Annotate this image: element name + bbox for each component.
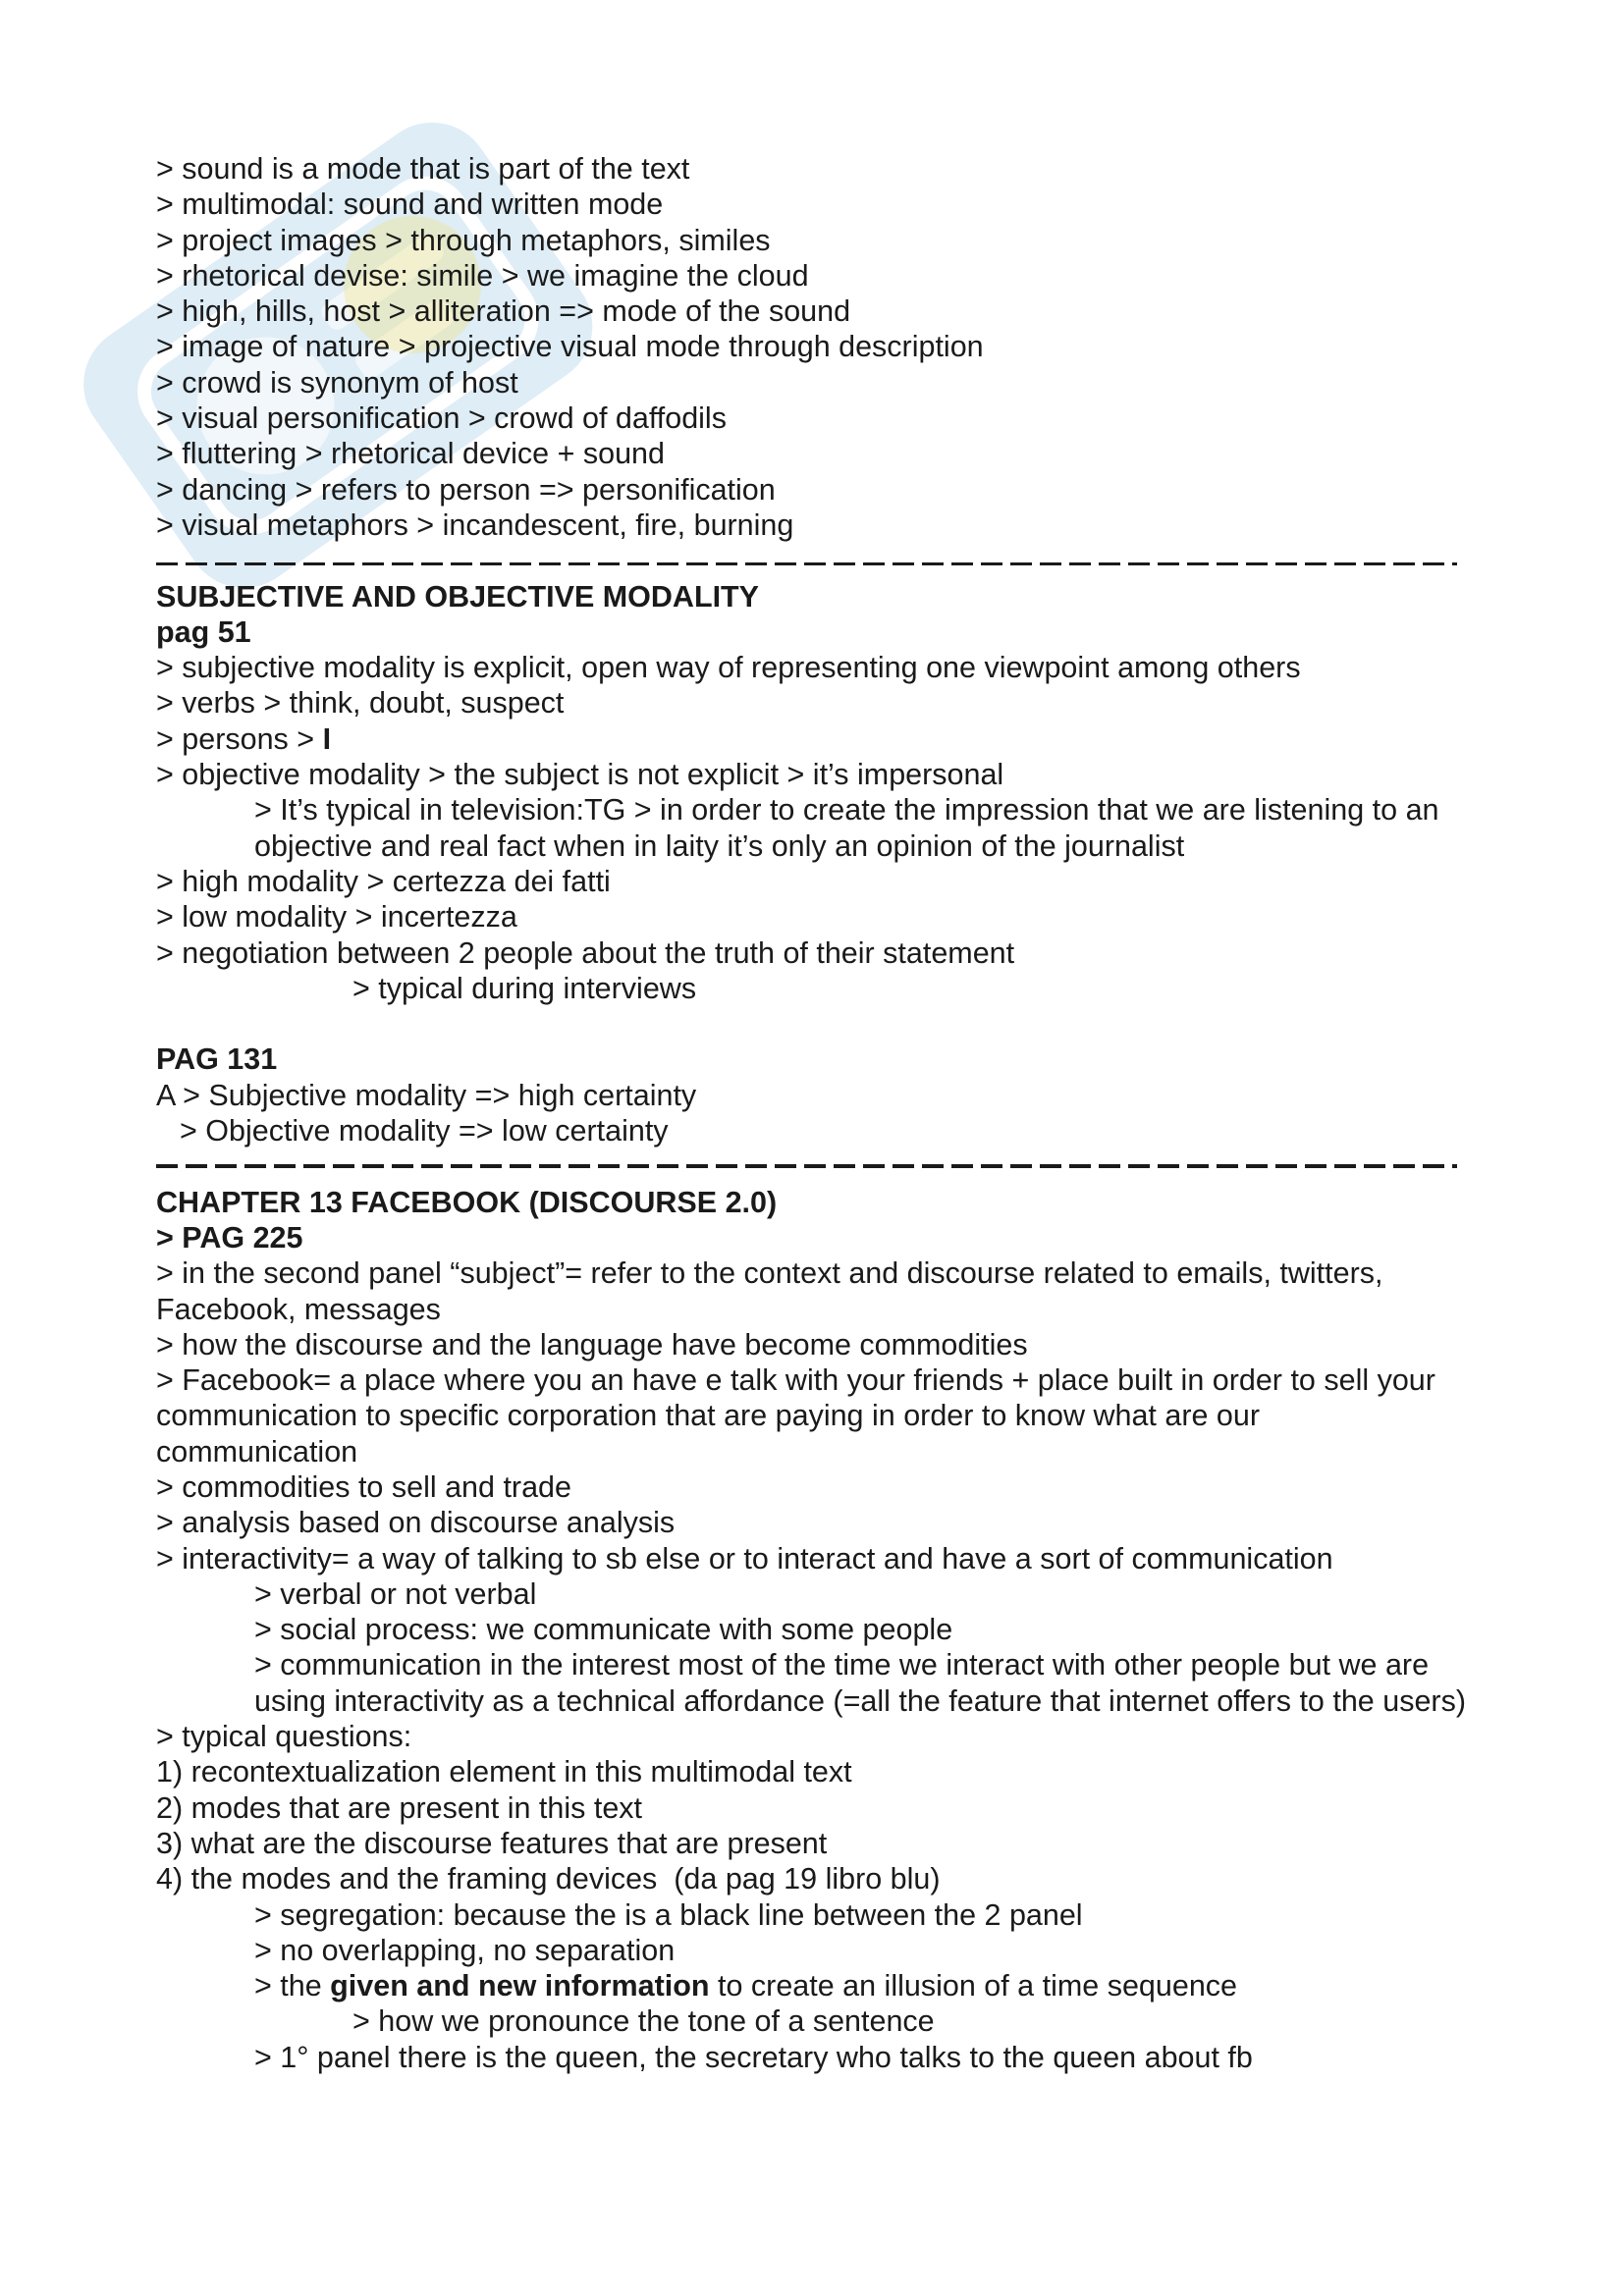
numbered-item: 3) what are the discourse features that are present xyxy=(156,1826,828,1860)
list-item-text: > persons > xyxy=(156,721,323,756)
list-subitem: > no overlapping, no separation xyxy=(254,1933,676,1967)
list-item: > fluttering > rhetorical device + sound xyxy=(156,437,665,471)
numbered-item: 2) modes that are present in this text xyxy=(156,1790,643,1825)
facebook-section xyxy=(156,1185,1491,2075)
section-title: PAG 131 xyxy=(156,1042,278,1077)
list-item: > interactivity= a way of talking to sb else or to interact and have a sort of communication xyxy=(156,1541,1333,1575)
list-item: > analysis based on discourse analysis xyxy=(156,1506,676,1540)
list-item: > project images > through metaphors, similes xyxy=(156,223,771,257)
list-item-emphasis: given and new information xyxy=(330,1969,710,2003)
notes-page xyxy=(156,151,1491,2075)
list-subitem: > It’s typical in television:TG > in order to create the impression that we are listening to an objective and real fact when in laity it’s only an opinion of the journalist xyxy=(254,793,1439,863)
list-item: > high, hills, host > alliteration => mode of the sound xyxy=(156,294,851,329)
section-divider xyxy=(156,543,1491,578)
section-title: CHAPTER 13 FACEBOOK (DISCOURSE 2.0) xyxy=(156,1185,778,1219)
list-item: > verbs > think, doubt, suspect xyxy=(156,686,565,721)
list-subitem: > social process: we communicate with some people xyxy=(254,1613,953,1647)
spacer xyxy=(156,1006,1491,1041)
list-item: > visual personification > crowd of daffodils xyxy=(156,401,727,436)
list-subitem: > how we pronounce the tone of a sentence xyxy=(352,2004,935,2039)
list-item: > how the discourse and the language have become commodities xyxy=(156,1327,1028,1362)
list-item: > objective modality > the subject is not explicit > it’s impersonal xyxy=(156,758,1004,792)
modality-section xyxy=(156,579,1491,1007)
section-title: SUBJECTIVE AND OBJECTIVE MODALITY xyxy=(156,579,760,614)
section-divider xyxy=(156,1148,1491,1184)
list-item: > dancing > refers to person => personification xyxy=(156,472,776,507)
numbered-item: 4) the modes and the framing devices (da pag 19 libro blu) xyxy=(156,1862,941,1896)
page-reference: > PAG 225 xyxy=(156,1220,303,1255)
list-subitem xyxy=(156,1968,1491,2003)
list-subitem: > typical during interviews xyxy=(352,971,697,1005)
list-item: > sound is a mode that is part of the text xyxy=(156,152,690,186)
list-item-emphasis: I xyxy=(322,721,332,756)
list-item: > visual metaphors > incandescent, fire, burning xyxy=(156,507,794,542)
pag131-section xyxy=(156,1041,1491,1148)
list-item-text: to create an illusion of a time sequence xyxy=(709,1969,1237,2003)
numbered-item: 1) recontextualization element in this multimodal text xyxy=(156,1755,852,1789)
list-item: A > Subjective modality => high certainty xyxy=(156,1078,697,1112)
sound-notes-list xyxy=(156,151,1491,543)
list-item xyxy=(156,721,1491,757)
list-item: > typical questions: xyxy=(156,1720,412,1754)
list-item: > crowd is synonym of host xyxy=(156,365,518,400)
list-subitem: > communication in the interest most of the time we interact with other people but we are using interactivity as a technical affordance (=all the feature that internet offers to the users) xyxy=(254,1648,1466,1718)
list-item: > negotiation between 2 people about the truth of their statement xyxy=(156,935,1015,970)
list-item: > high modality > certezza dei fatti xyxy=(156,864,611,898)
list-item: > Facebook= a place where you an have e talk with your friends + place built in order to sell your communication to specific corporation that are paying in order to know what are our communication xyxy=(156,1363,1435,1468)
page-reference: pag 51 xyxy=(156,614,251,649)
list-item: > image of nature > projective visual mode through description xyxy=(156,330,984,364)
list-item: > Objective modality => low certainty xyxy=(180,1114,669,1148)
list-subitem: > segregation: because the is a black line between the 2 panel xyxy=(254,1897,1083,1932)
list-item: > subjective modality is explicit, open way of representing one viewpoint among others xyxy=(156,651,1301,685)
list-item-text: > the xyxy=(254,1969,331,2003)
list-item: > in the second panel “subject”= refer to the context and discourse related to emails, twitters, Facebook, messages xyxy=(156,1256,1383,1326)
list-item: > multimodal: sound and written mode xyxy=(156,187,664,222)
list-subitem: > verbal or not verbal xyxy=(254,1576,537,1611)
list-item: > rhetorical devise: simile > we imagine the cloud xyxy=(156,258,809,293)
list-item: > commodities to sell and trade xyxy=(156,1469,571,1504)
list-subitem: > 1° panel there is the queen, the secretary who talks to the queen about fb xyxy=(254,2040,1253,2074)
list-item: > low modality > incertezza xyxy=(156,900,517,934)
